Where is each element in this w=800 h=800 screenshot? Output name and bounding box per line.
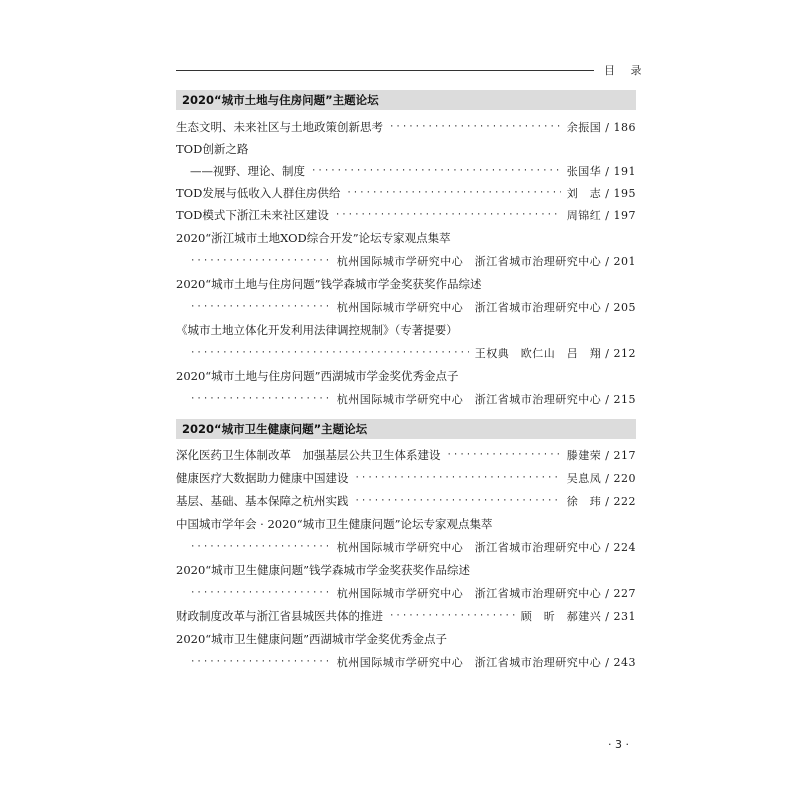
entry-subtitle: ——视野、理论、制度 — [190, 164, 305, 178]
leader-dots — [447, 450, 561, 460]
entry-author-page: 余振国 / 186 — [566, 121, 636, 134]
leader-dots — [190, 256, 331, 266]
entry-author-page: 张国华 / 191 — [566, 165, 636, 178]
entry-author-page: 徐 玮 / 222 — [566, 495, 636, 508]
entry-title: 2020“城市卫生健康问题”西湖城市学金奖优秀金点子 — [176, 632, 448, 646]
toc-entry[interactable] — [176, 444, 636, 466]
entry-author-page: 杭州国际城市学研究中心 浙江省城市治理研究中心 / 201 — [336, 255, 636, 268]
entry-title: 2020“城市土地与住房问题”钱学森城市学金奖获奖作品综述 — [176, 277, 482, 291]
leader-dots — [335, 210, 561, 220]
leader-dots — [346, 188, 560, 198]
entry-author-page: 周锦红 / 197 — [566, 209, 636, 222]
toc-entry-continuation[interactable] — [190, 342, 636, 364]
entry-author-page: 王权典 欧仁山 吕 翔 / 212 — [474, 347, 636, 360]
entry-title: TOD创新之路 — [176, 142, 249, 156]
leader-dots — [355, 473, 561, 483]
toc-entry-continuation[interactable] — [190, 296, 636, 318]
toc-entry[interactable] — [176, 559, 636, 581]
toc-entry-continuation[interactable] — [190, 388, 636, 410]
leader-dots — [190, 542, 331, 552]
toc-entry-continuation[interactable] — [190, 160, 636, 182]
entry-author-page: 吴息凤 / 220 — [566, 472, 636, 485]
entry-author-page: 顾 昕 郝建兴 / 231 — [520, 610, 636, 623]
entry-title: TOD模式下浙江未来社区建设 — [176, 208, 329, 222]
entry-title: 生态文明、未来社区与土地政策创新思考 — [176, 120, 383, 134]
entry-title: 深化医药卫生体制改革 加强基层公共卫生体系建设 — [176, 448, 441, 462]
toc-entry[interactable] — [176, 365, 636, 387]
toc-entry[interactable] — [176, 204, 636, 226]
leader-dots — [190, 348, 469, 358]
section-heading: 2020“城市土地与住房问题”主题论坛 — [176, 90, 636, 110]
toc-entry[interactable] — [176, 273, 636, 295]
page-header-title: 目 录 — [604, 64, 648, 77]
toc-entry-continuation[interactable] — [190, 651, 636, 673]
entry-title: 财政制度改革与浙江省县城医共体的推进 — [176, 609, 383, 623]
entry-title: 2020“城市土地与住房问题”西湖城市学金奖优秀金点子 — [176, 369, 459, 383]
header-rule — [176, 70, 594, 71]
entry-author-page: 杭州国际城市学研究中心 浙江省城市治理研究中心 / 243 — [336, 656, 636, 669]
entry-author-page: 杭州国际城市学研究中心 浙江省城市治理研究中心 / 205 — [336, 301, 636, 314]
leader-dots — [190, 657, 331, 667]
entry-title: 中国城市学年会 · 2020“城市卫生健康问题”论坛专家观点集萃 — [176, 517, 493, 531]
toc-entry[interactable] — [176, 490, 636, 512]
toc-entry[interactable] — [176, 513, 636, 535]
toc-entry-continuation[interactable] — [190, 582, 636, 604]
leader-dots — [190, 394, 331, 404]
toc-entry-continuation[interactable] — [190, 536, 636, 558]
entry-author-page: 杭州国际城市学研究中心 浙江省城市治理研究中心 / 224 — [336, 541, 636, 554]
leader-dots — [389, 611, 515, 621]
entry-author-page: 刘 志 / 195 — [566, 187, 636, 200]
toc-entry[interactable] — [176, 628, 636, 650]
leader-dots — [311, 166, 561, 176]
entry-author-page: 杭州国际城市学研究中心 浙江省城市治理研究中心 / 215 — [336, 393, 636, 406]
page-number: · 3 · — [608, 738, 629, 751]
leader-dots — [190, 302, 331, 312]
entry-title: 2020“城市卫生健康问题”钱学森城市学金奖获奖作品综述 — [176, 563, 471, 577]
toc-entry[interactable] — [176, 467, 636, 489]
leader-dots — [190, 588, 331, 598]
toc-entry[interactable] — [176, 116, 636, 138]
entry-title: 健康医疗大数据助力健康中国建设 — [176, 471, 349, 485]
toc-entry[interactable] — [176, 227, 636, 249]
toc-entry[interactable] — [176, 182, 636, 204]
section-heading: 2020“城市卫生健康问题”主题论坛 — [176, 419, 636, 439]
entry-title: 《城市土地立体化开发利用法律调控规制》（专著提要） — [176, 323, 458, 337]
entry-author-page: 滕建荣 / 217 — [566, 449, 636, 462]
toc-entry[interactable] — [176, 605, 636, 627]
toc-entry[interactable] — [176, 138, 636, 160]
entry-title: TOD发展与低收入人群住房供给 — [176, 186, 341, 200]
toc-entry[interactable] — [176, 319, 636, 341]
leader-dots — [355, 496, 561, 506]
toc-entry-continuation[interactable] — [190, 250, 636, 272]
entry-author-page: 杭州国际城市学研究中心 浙江省城市治理研究中心 / 227 — [336, 587, 636, 600]
entry-title: 2020“浙江城市土地XOD综合开发”论坛专家观点集萃 — [176, 231, 451, 245]
entry-title: 基层、基础、基本保障之杭州实践 — [176, 494, 349, 508]
leader-dots — [389, 122, 561, 132]
